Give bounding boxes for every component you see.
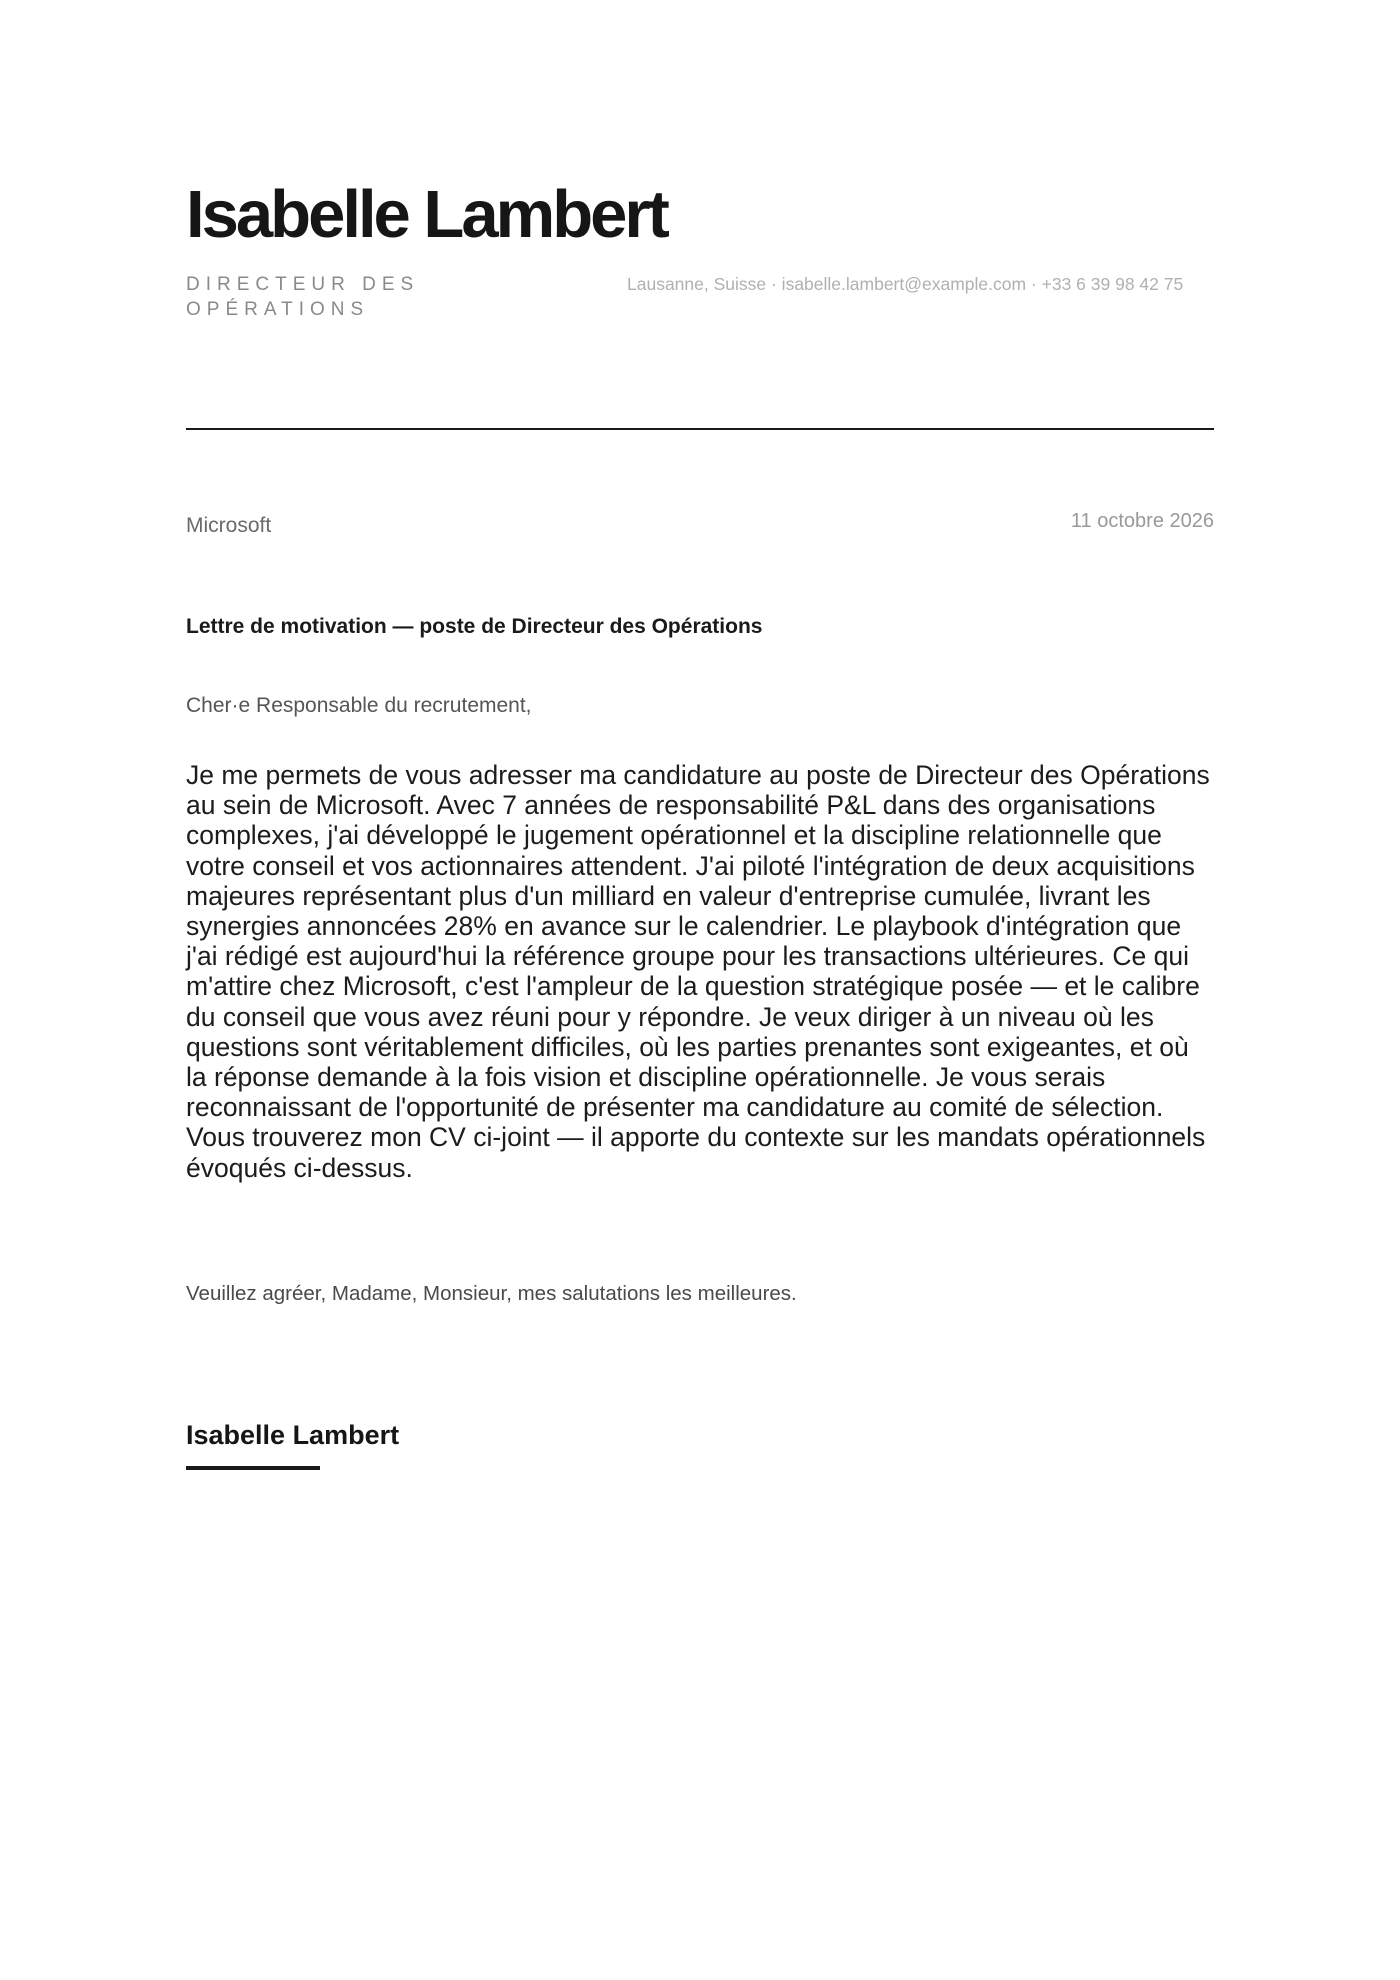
signature-name: Isabelle Lambert (186, 1420, 400, 1450)
letter-body: Je me permets de vous adresser ma candidature au poste de Directeur des Opérations au sein de Microsoft. Avec 7 années de responsabilité P&L dans des organisations complexes, j'ai développé le jugement opérationnel et la discipline relationnelle que votre conseil et vos actionnaires attendent. J'ai piloté l'intégration de deux acquisitions majeures représentant plus d'un milliard en valeur d'entreprise cumulée, livrant les synergies annoncées 28% en avance sur le calendrier. Le playbook d'intégration que j'ai rédigé est aujourd'hui la référence groupe pour les transactions ultérieures. Ce qui m'attire chez Microsoft, c'est l'ampleur de la question stratégique posée — et le calibre du conseil que vous avez réuni pour y répondre. Je veux diriger à un niveau où les questions sont véritablement difficiles, où les parties prenantes sont exigeantes, et où la réponse demande à la fois vision et discipline opérationnelle. Je vous serais reconnaissant de l'opportunité de présenter ma candidature au comité de sélection. Vous trouverez mon CV ci-joint — il apporte du contexte sur les mandats opérationnels évoqués ci-dessus. (186, 760, 1210, 1183)
signature-underline (186, 1466, 320, 1470)
letter-subject: Lettre de motivation — poste de Directeur des Opérations (186, 615, 763, 638)
header-divider (186, 428, 1214, 430)
letter-salutation: Cher·e Responsable du recrutement, (186, 694, 532, 717)
letter-closing: Veuillez agréer, Madame, Monsieur, mes salutations les meilleures. (186, 1282, 797, 1305)
sender-name: Isabelle Lambert (186, 177, 667, 252)
recipient-company: Microsoft (186, 514, 272, 537)
sender-contact: Lausanne, Suisse · isabelle.lambert@example.com · +33 6 39 98 42 75 (627, 274, 1184, 294)
letter-date: 11 octobre 2026 (1070, 510, 1214, 532)
sender-role: DIRECTEUR DES OPÉRATIONS (186, 274, 420, 320)
